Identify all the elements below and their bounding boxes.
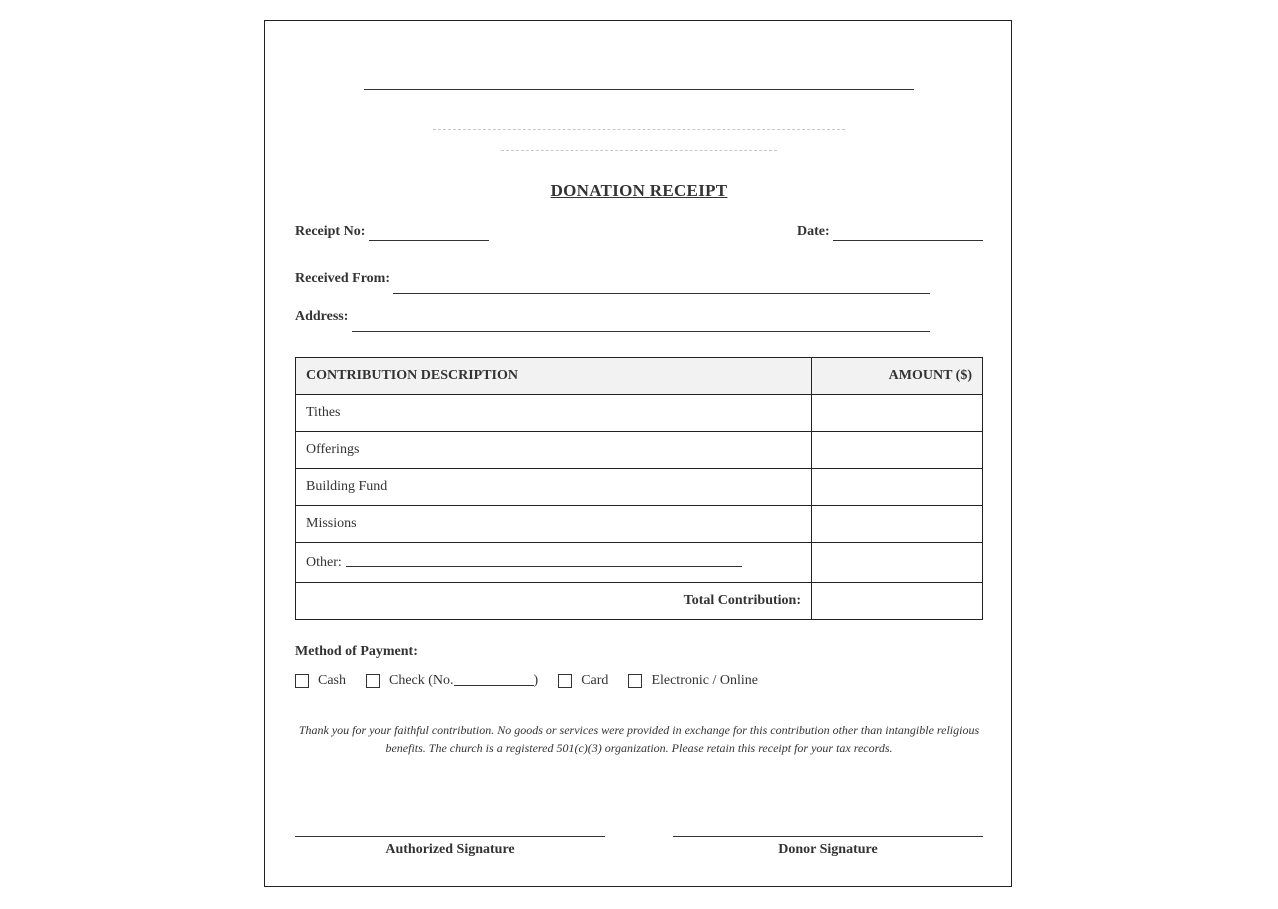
receipt-no-label: Receipt No: <box>295 224 366 239</box>
table-row <box>296 395 982 432</box>
checkbox-check[interactable] <box>366 674 380 688</box>
payment-option-cash[interactable] <box>295 673 346 689</box>
address-field[interactable] <box>352 331 930 332</box>
total-label: Total Contribution: <box>296 583 812 619</box>
authorized-signature-label: Authorized Signature <box>385 842 515 857</box>
date-label: Date: <box>797 224 830 239</box>
row-label-offerings: Offerings <box>296 432 812 468</box>
document-title: DONATION RECEIPT <box>550 181 728 200</box>
row-other <box>296 543 812 582</box>
received-from-field[interactable] <box>393 293 930 294</box>
amount-cell-missions[interactable] <box>812 506 982 542</box>
authorized-signature-line[interactable] <box>295 836 605 837</box>
card-label: Card <box>581 673 609 688</box>
amount-cell-tithes[interactable] <box>812 395 982 431</box>
received-from-label: Received From: <box>295 271 390 286</box>
check-label: Check (No. <box>389 673 454 688</box>
payment-option-electronic[interactable] <box>628 673 758 689</box>
amount-cell-building-fund[interactable] <box>812 469 982 505</box>
check-label-close: ) <box>533 673 539 688</box>
electronic-label: Electronic / Online <box>651 673 758 688</box>
contribution-table <box>295 357 983 620</box>
header-description: CONTRIBUTION DESCRIPTION <box>296 358 812 394</box>
amount-cell-offerings[interactable] <box>812 432 982 468</box>
row-label-missions: Missions <box>296 506 812 542</box>
checkbox-electronic[interactable] <box>628 674 642 688</box>
church-contact-line[interactable] <box>501 150 777 151</box>
row-label-tithes: Tithes <box>296 395 812 431</box>
table-row <box>296 432 982 469</box>
row-label-other: Other: <box>306 554 342 570</box>
table-row <box>296 506 982 543</box>
payment-option-card[interactable] <box>558 673 608 689</box>
payment-heading: Method of Payment: <box>295 644 418 659</box>
date-field[interactable] <box>833 240 983 241</box>
donor-signature-label: Donor Signature <box>778 842 878 857</box>
receipt-no-field[interactable] <box>369 240 489 241</box>
donor-signature-line[interactable] <box>673 836 983 837</box>
church-address-line[interactable] <box>433 129 845 130</box>
other-description-field[interactable] <box>346 566 742 567</box>
amount-cell-other[interactable] <box>812 543 982 582</box>
row-label-building-fund: Building Fund <box>296 469 812 505</box>
payment-options <box>295 672 778 690</box>
total-amount-cell[interactable] <box>812 583 982 619</box>
total-row <box>296 583 982 619</box>
receipt-page <box>264 20 1012 887</box>
tax-note: Thank you for your faithful contribution. No goods or services were provided in exchange for this contribution other than intangible religious benefits. The church is a registered 501(c)(3) organization. Please retain this receipt for your tax records. <box>298 723 980 755</box>
cash-label: Cash <box>318 673 346 688</box>
header-amount: AMOUNT ($) <box>888 368 972 383</box>
address-label: Address: <box>295 309 349 324</box>
table-row <box>296 469 982 506</box>
checkbox-card[interactable] <box>558 674 572 688</box>
checkbox-cash[interactable] <box>295 674 309 688</box>
check-number-field[interactable] <box>454 685 534 686</box>
church-name-line[interactable] <box>364 89 914 90</box>
payment-option-check[interactable] <box>366 673 538 689</box>
table-row <box>296 543 982 583</box>
table-header-row <box>296 358 982 395</box>
